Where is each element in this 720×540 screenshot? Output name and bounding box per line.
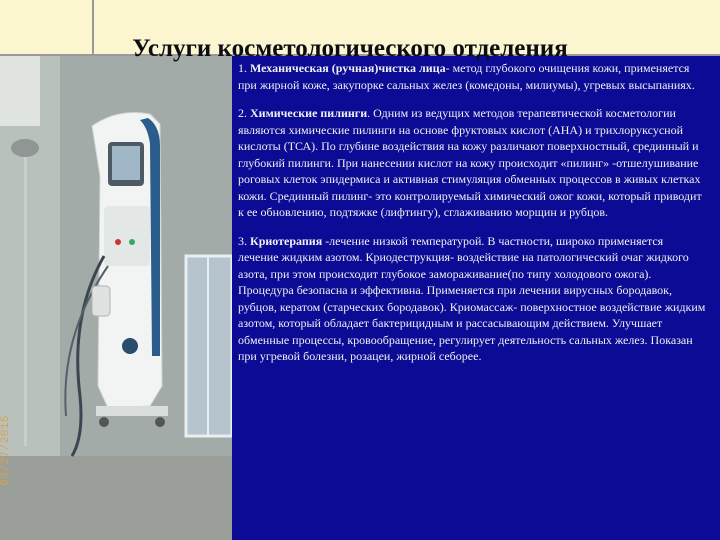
service-chemical-peeling	[238, 105, 706, 221]
section-heading: Криотерапия	[250, 233, 323, 248]
section-heading: Химические пилинги	[250, 106, 368, 120]
photo-date-stamp: 03/27/2015	[0, 414, 12, 486]
section-text: - метод глубокого очищения кожи, применяется при жирной коже, закупорке сальных желез (комедоны, милиумы), угревых высыпаниях.	[238, 61, 695, 92]
section-number: 1.	[238, 61, 247, 75]
service-cryotherapy	[238, 233, 706, 365]
service-mechanical-cleaning	[238, 60, 706, 93]
section-number: 3.	[238, 233, 247, 248]
section-number: 2.	[238, 106, 247, 120]
section-text: -лечение низкой температурой. В частности, широко применяется лечение жидким азотом. Криодеструкция- воздействие на патологический очаг жидкого азота, при этом происходит глубокое замораживание(по типу холодового ожога). Процедура безопасна и эффективна. Применяется при лечении вирусных бородавок, рубцов, кератом (старческих бородавок). Криомассаж- поверхностное воздействие жидким азотом, который обладает бактерицидным и рассасывающим действием. Улучшает обменные процессы, кровообращение, регулирует деятельность сальных желез. Показан при угревой болезни, розацеи, жирной себорее.	[238, 233, 706, 363]
section-text: . Одним из ведущих методов терапевтической косметологии являются химические пилинги на основе фруктовых кислот (АНА) и трихлоруксусной кислоты (ТСА). По глубине воздействия на кожу различают поверхностный, срединный и глубокий пилинги. При нанесении кислот на кожу происходит «пилинг» -отшелушивание роговых клеток эпидермиса и активная стимуляция обменных процессов в живых клетках кожи. Срединный пилинг- это контролируемый химический ожог кожи, который приводит к ее обновлению, подтяжке (лифтингу), сглаживанию морщин и рубцов.	[238, 106, 702, 219]
section-heading: Механическая (ручная)чистка лица	[250, 61, 446, 75]
slide-title: Услуги косметологического отделения	[132, 34, 568, 62]
services-text-panel	[232, 56, 720, 540]
cosmetology-device-photo	[0, 56, 232, 540]
